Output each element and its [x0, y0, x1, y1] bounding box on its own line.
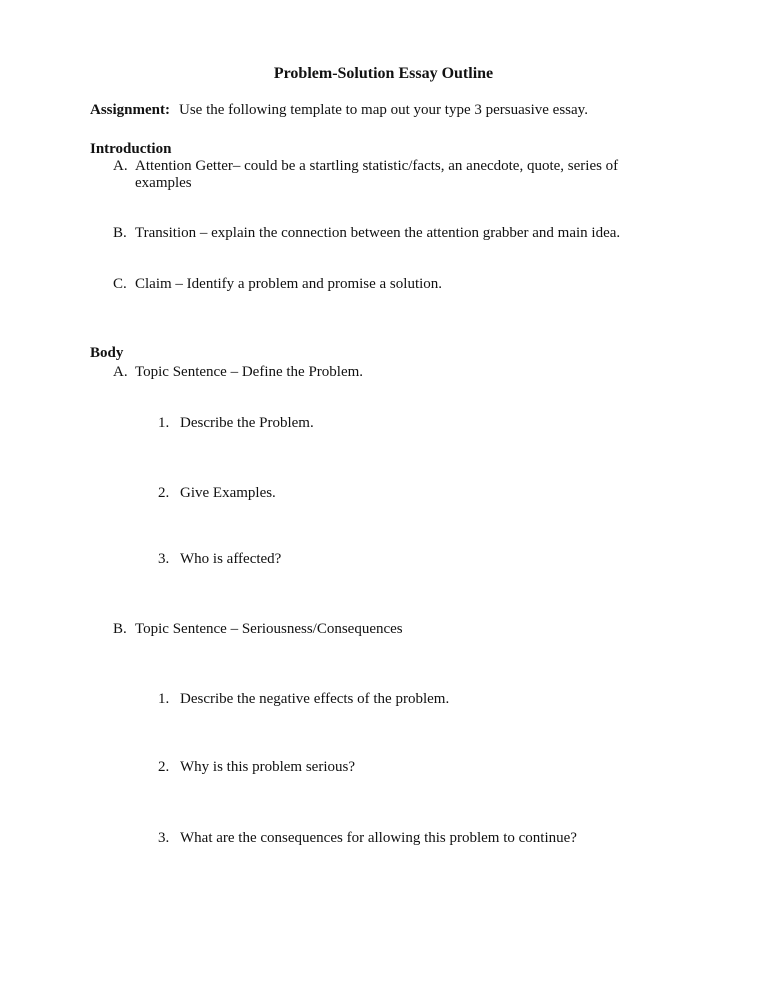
outline-subitem-a3: [158, 551, 677, 568]
assignment-label: Assignment:: [90, 102, 171, 118]
outline-subitem-marker: 1.: [158, 691, 170, 707]
outline-subitem-b2: [158, 759, 677, 776]
assignment-line: [90, 102, 677, 119]
outline-subitem-b3: [158, 830, 677, 847]
outline-item-marker: A.: [113, 158, 128, 174]
outline-subitem-text: Who is affected?: [180, 551, 282, 567]
outline-item-text: Topic Sentence – Seriousness/Consequences: [135, 621, 403, 637]
outline-item-text: Attention Getter– could be a startling statistic/facts, an anecdote, quote, series of examples: [135, 158, 619, 191]
outline-subitem-marker: 1.: [158, 415, 170, 431]
outline-subitem-marker: 2.: [158, 759, 170, 775]
outline-subitem-text: Describe the negative effects of the problem.: [180, 691, 450, 707]
outline-item-text: Transition – explain the connection between the attention grabber and main idea.: [135, 225, 621, 241]
outline-item-text: Claim – Identify a problem and promise a solution.: [135, 276, 443, 292]
outline-item-marker: B.: [113, 225, 127, 241]
outline-item-intro-a: [113, 158, 677, 192]
outline-item-intro-b: [113, 225, 677, 242]
outline-subitem-marker: 2.: [158, 485, 170, 501]
outline-subitem-marker: 3.: [158, 551, 170, 567]
section-heading-body: Body: [90, 345, 124, 361]
outline-item-intro-c: [113, 276, 677, 293]
section-heading-introduction: Introduction: [90, 141, 172, 157]
outline-subitem-a1: [158, 415, 677, 432]
outline-subitem-a2: [158, 485, 677, 502]
outline-item-text: Topic Sentence – Define the Problem.: [135, 364, 364, 380]
outline-subitem-text: Give Examples.: [180, 485, 276, 501]
outline-item-body-a: [113, 364, 677, 381]
outline-subitem-text: Describe the Problem.: [180, 415, 314, 431]
outline-subitem-marker: 3.: [158, 830, 170, 846]
outline-subitem-text: What are the consequences for allowing this problem to continue?: [180, 830, 577, 846]
outline-item-marker: B.: [113, 621, 127, 637]
outline-subitem-text: Why is this problem serious?: [180, 759, 355, 775]
outline-item-marker: C.: [113, 276, 127, 292]
page-title: Problem-Solution Essay Outline: [273, 65, 494, 82]
outline-item-marker: A.: [113, 364, 128, 380]
outline-subitem-b1: [158, 691, 677, 708]
assignment-text: Use the following template to map out your type 3 persuasive essay.: [179, 102, 588, 118]
outline-item-body-b: [113, 621, 677, 638]
